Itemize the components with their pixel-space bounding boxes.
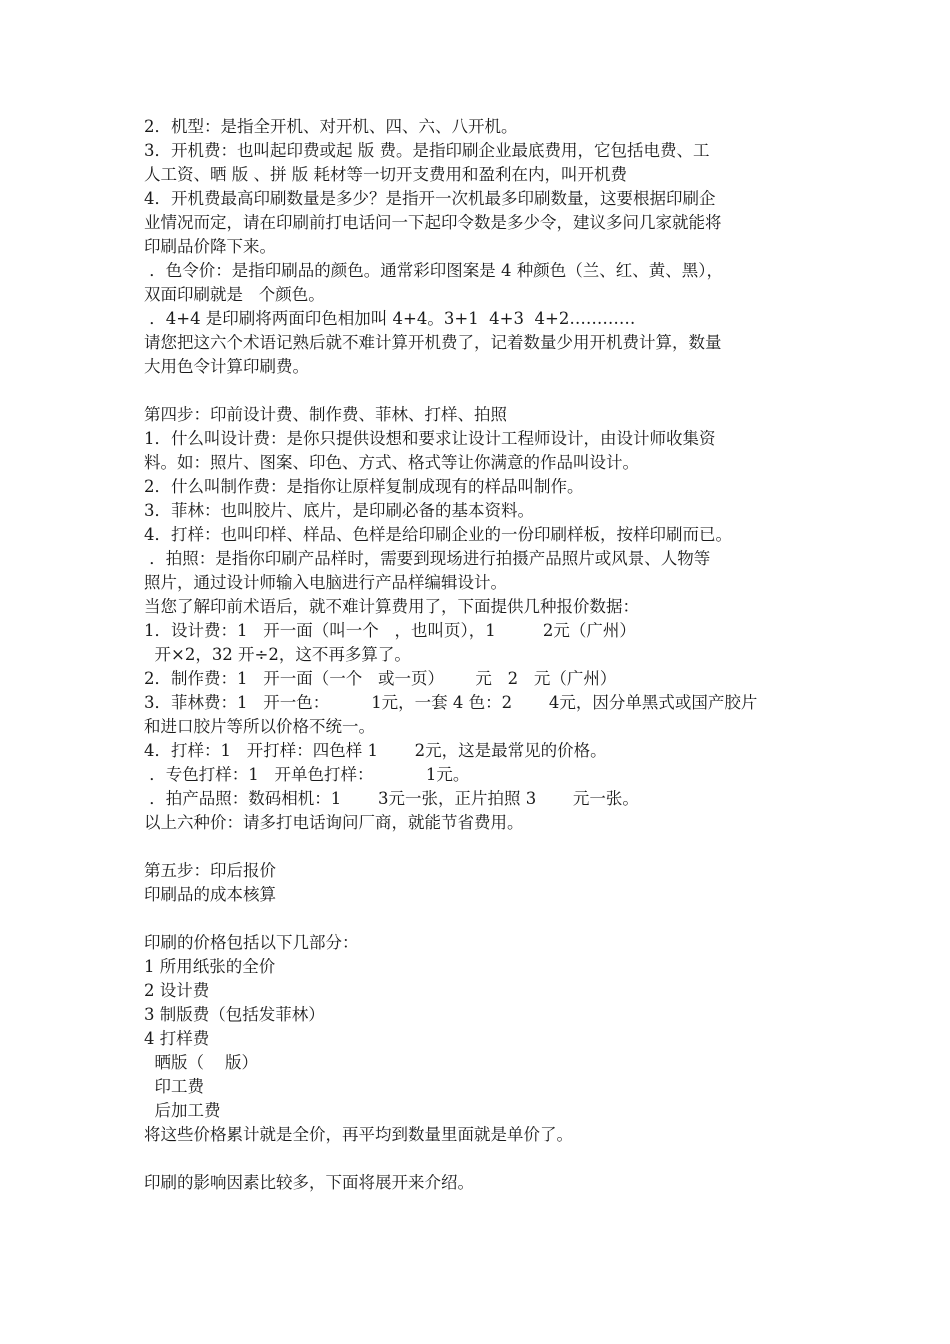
list-item: 晒版（ 版） [144, 1053, 258, 1072]
text-line: ．4+4 是印刷将两面印色相加叫 4+4。3+1 4+3 4+2………… [144, 309, 636, 328]
text-line: 2．什么叫制作费：是指你让原样复制成现有的样品叫制作。 [144, 477, 584, 496]
text-line: 大用色令计算印刷费。 [144, 357, 309, 376]
blank-line [144, 907, 814, 931]
section-heading: 第四步：印前设计费、制作费、菲林、打样、拍照 [144, 405, 507, 424]
document-body [144, 115, 814, 1195]
text-line: ．拍照：是指你印刷产品样时，需要到现场进行拍摄产品照片或风景、人物等 [144, 549, 711, 568]
text-line: 和进口胶片等所以价格不统一。 [144, 717, 375, 736]
text-line: 1．设计费：1 开一面（叫一个 ，也叫页），1 2元（广州） [144, 621, 636, 640]
text-line: 人工资、晒 版 、拼 版 耗材等一切开支费用和盈利在内，叫开机费 [144, 165, 627, 184]
text-line: 印刷品价降下来。 [144, 237, 276, 256]
text-line: 3．菲林费：1 开一色： 1元，一套 4 色：2 4元，因分单黑式或国产胶片 [144, 693, 758, 712]
text-line: 以上六种价：请多打电话询问厂商，就能节省费用。 [144, 813, 524, 832]
text-line: 将这些价格累计就是全价，再平均到数量里面就是单价了。 [144, 1125, 573, 1144]
list-item: 后加工费 [144, 1101, 221, 1120]
text-line: 4．打样：1 开打样：四色样 1 2元，这是最常见的价格。 [144, 741, 607, 760]
section-heading: 第五步：印后报价 [144, 861, 276, 880]
text-line: 印刷的影响因素比较多，下面将展开来介绍。 [144, 1173, 474, 1192]
text-line: 2．制作费：1 开一面（一个 或一页） 元 2 元（广州） [144, 669, 617, 688]
text-line: ．拍产品照：数码相机：1 3元一张，正片拍照 3 元一张。 [144, 789, 639, 808]
list-item: 3 制版费（包括发菲林） [144, 1005, 325, 1024]
text-line: 照片，通过设计师输入电脑进行产品样编辑设计。 [144, 573, 507, 592]
text-line: 双面印刷就是 个颜色。 [144, 285, 325, 304]
text-line: 4．开机费最高印刷数量是多少？是指开一次机最多印刷数量，这要根据印刷企 [144, 189, 716, 208]
text-line: 1．什么叫设计费：是你只提供设想和要求让设计工程师设计，由设计师收集资 [144, 429, 716, 448]
text-line: 3．开机费：也叫起印费或起 版 费。是指印刷企业最底费用，它包括电费、工 [144, 141, 710, 160]
list-item: 2 设计费 [144, 981, 210, 1000]
text-line: ．色令价：是指印刷品的颜色。通常彩印图案是 4 种颜色（兰、红、黄、黑）， [144, 261, 723, 280]
blank-line [144, 379, 814, 403]
list-item: 4 打样费 [144, 1029, 210, 1048]
blank-line [144, 835, 814, 859]
text-line: 料。如：照片、图案、印色、方式、格式等让你满意的作品叫设计。 [144, 453, 639, 472]
text-line: 2．机型：是指全开机、对开机、四、六、八开机。 [144, 117, 518, 136]
list-item: 印工费 [144, 1077, 204, 1096]
text-line: 开×2，32 开÷2，这不再多算了。 [144, 645, 411, 664]
blank-line [144, 1147, 814, 1171]
text-line: 3．菲林：也叫胶片、底片，是印刷必备的基本资料。 [144, 501, 534, 520]
list-item: 1 所用纸张的全价 [144, 957, 276, 976]
text-line: ．专色打样：1 开单色打样： 1元。 [144, 765, 470, 784]
text-line: 4．打样：也叫印样、样品、色样是给印刷企业的一份印刷样板，按样印刷而已。 [144, 525, 732, 544]
text-line: 印刷品的成本核算 [144, 885, 276, 904]
text-line: 请您把这六个术语记熟后就不难计算开机费了，记着数量少用开机费计算，数量 [144, 333, 722, 352]
text-line: 业情况而定，请在印刷前打电话问一下起印令数是多少令，建议多问几家就能将 [144, 213, 722, 232]
text-line: 印刷的价格包括以下几部分： [144, 933, 359, 952]
text-line: 当您了解印前术语后，就不难计算费用了，下面提供几种报价数据： [144, 597, 639, 616]
